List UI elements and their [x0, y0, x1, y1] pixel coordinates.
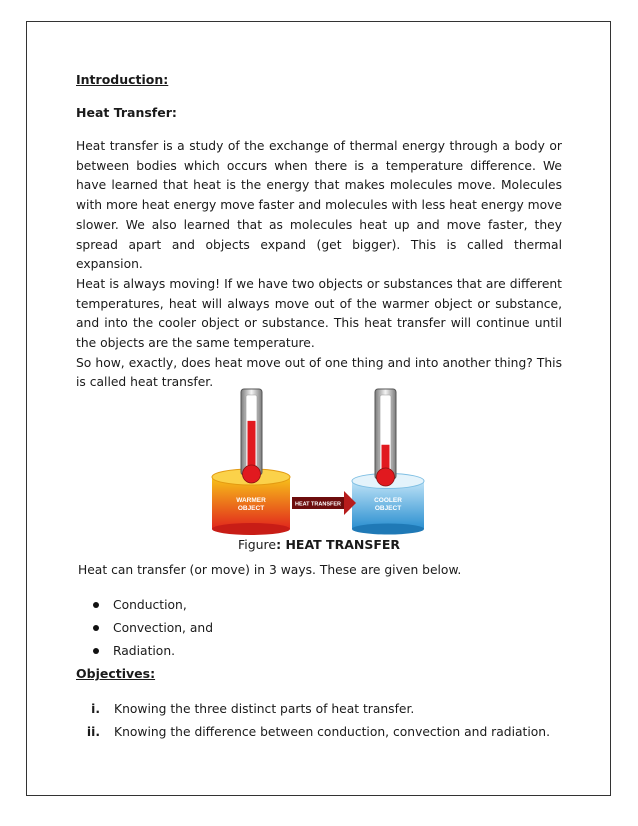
paragraph-1: Heat transfer is a study of the exchange of thermal energy through a body or between bodies which occurs when there is a temperature difference. We have learned that heat is the energy that makes molecules move. Molecules with more heat energy move faster and molecules with less heat energy move slower. We also learned that as molecules heat up and move faster, they spread apart and objects expand (get bigger). This is called thermal expansion. [76, 139, 562, 272]
list-item [93, 639, 213, 662]
list-item-label: Radiation. [113, 643, 176, 658]
warm-thermometer [241, 389, 262, 483]
bullet-icon [93, 625, 99, 631]
list-item-label: Knowing the difference between conduction, convection and radiation. [114, 724, 550, 739]
list-number: ii. [86, 724, 100, 739]
heat-transfer-figure [200, 385, 440, 535]
heat-transfer-illustration [200, 385, 440, 535]
list-item [76, 720, 550, 743]
objectives-list [76, 697, 550, 743]
warmer-label-2: OBJECT [237, 505, 265, 512]
warmer-label-1: WARMER [236, 497, 266, 504]
caption-title: : HEAT TRANSFER [276, 537, 401, 552]
arrow-label: HEAT TRANSFER [294, 501, 342, 508]
list-item-label: Knowing the three distinct parts of heat transfer. [114, 701, 415, 716]
list-item-label: Conduction, [113, 597, 187, 612]
list-item [93, 616, 213, 639]
bullet-icon [93, 648, 99, 654]
list-item [76, 697, 550, 720]
cooler-label-1: COOLER [374, 497, 402, 504]
paragraph-3: So how, exactly, does heat move out of one thing and into another thing? This is called heat transfer. [76, 355, 562, 390]
paragraph-2: Heat is always moving! If we have two objects or substances that are different temperatures, heat will always move out of the warmer object or substance, and into the cooler object or substance. This heat transfer will continue until the objects are the same temperature. [76, 276, 562, 351]
figure-caption [0, 537, 638, 552]
body-text [76, 137, 562, 393]
cooler-label-2: OBJECT [374, 505, 402, 512]
list-number: i. [91, 701, 100, 716]
objectives-heading: Objectives: [76, 666, 156, 681]
ways-list [93, 593, 213, 662]
cool-thermometer [375, 389, 396, 486]
list-item-label: Convection, and [113, 620, 214, 635]
caption-prefix: Figure [237, 537, 277, 552]
list-item [93, 593, 213, 616]
heat-transfer-heading: Heat Transfer: [76, 105, 177, 120]
heat-transfer-arrow [292, 491, 356, 515]
bullet-icon [93, 602, 99, 608]
ways-intro: Heat can transfer (or move) in 3 ways. These are given below. [78, 563, 462, 577]
introduction-heading: Introduction: [76, 72, 169, 87]
